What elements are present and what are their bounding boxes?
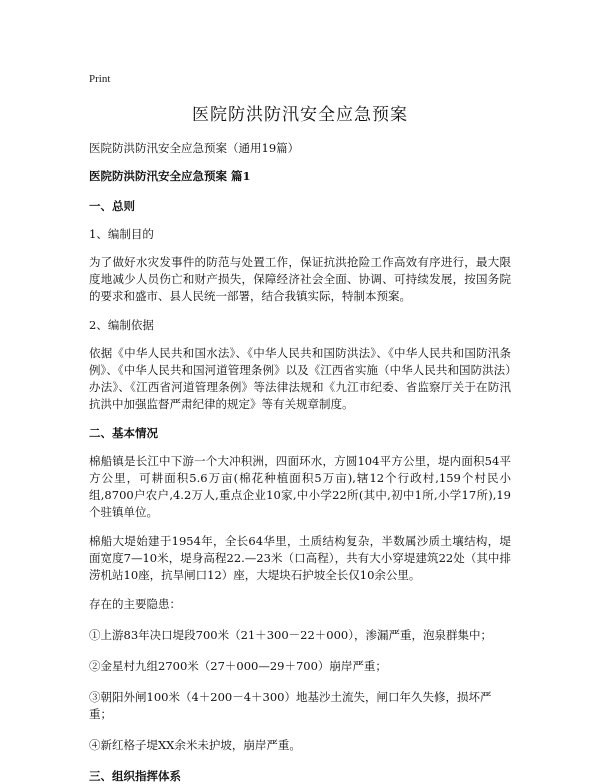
- hazards-intro: 存在的主要隐患：: [89, 597, 181, 611]
- hazard-item: ①上游83年决口堤段700米（21＋300－22＋000），渗漏严重，泡泉群集中；: [89, 628, 492, 642]
- document-subtitle: 医院防洪防汛安全应急预案（通用19篇）: [89, 141, 300, 155]
- section-heading-general: 一、总则: [89, 199, 135, 213]
- paragraph-basis: 依据《中华人民共和国水法》、《中华人民共和国防洪法》、《中华人民共和国防汛条例》、《中华人民共和国河道管理条例》以及《江西省实施（中华人民共和国防洪法）办法》、《江西省河道管理条例》等法律法规和《九江市纪委、省监察厅关于在防汛抗洪中加强监督严肃纪律的规定》等有关规章制度。: [89, 346, 511, 411]
- section-heading-basic-info: 二、基本情况: [89, 426, 158, 440]
- print-label[interactable]: Print: [89, 73, 111, 85]
- subheading-basis: 2、编制依据: [89, 318, 154, 332]
- paragraph-purpose: 为了做好水灾发事件的防范与处置工作，保证抗洪抢险工作高效有序进行，最大限度地减少人员伤亡和财产损失，保障经济社会全面、协调、可持续发展，按国务院的要求和盛市、县人民统一部署，结合我镇实际，特制本预案。: [89, 255, 511, 303]
- subheading-purpose: 1、编制目的: [89, 227, 154, 241]
- article-title: 医院防洪防汛安全应急预案 篇1: [89, 169, 251, 183]
- hazard-item: ②金星村九组2700米（27＋000—29＋700）崩岸严重；: [89, 659, 387, 673]
- section-heading-command-system: 三、组织指挥体系: [89, 769, 181, 783]
- hazard-item: ④新红格子堤XX余米未护坡，崩岸严重。: [89, 738, 301, 752]
- hazard-item: ③朝阳外闸100米（4＋200－4＋300）地基沙土流失，闸口年久失修，损坏严重；: [89, 690, 492, 721]
- paragraph-town-overview: 棉船镇是长江中下游一个大冲积洲，四面环水，方圆104平方公里，堤内面积54平方公里，可耕面积5.6万亩(棉花种植面积5万亩),辖12个行政村,159个村民小组,8700户农户,4.2万人,重点企业10家,中小学22所(其中,初中1所,小学17所),19个驻镇单位。: [89, 454, 511, 519]
- document-title: 医院防洪防汛安全应急预案: [192, 105, 408, 125]
- paragraph-levee-overview: 棉船大堤始建于1954年，全长64华里，土质结构复杂，半数属沙质土壤结构，堤面宽度7—10米，堤身高程22.—23米（口高程），共有大小穿堤建筑22处（其中排涝机站10座，抗旱闸口12）座，大堤块石护坡全长仅10余公里。: [89, 534, 511, 582]
